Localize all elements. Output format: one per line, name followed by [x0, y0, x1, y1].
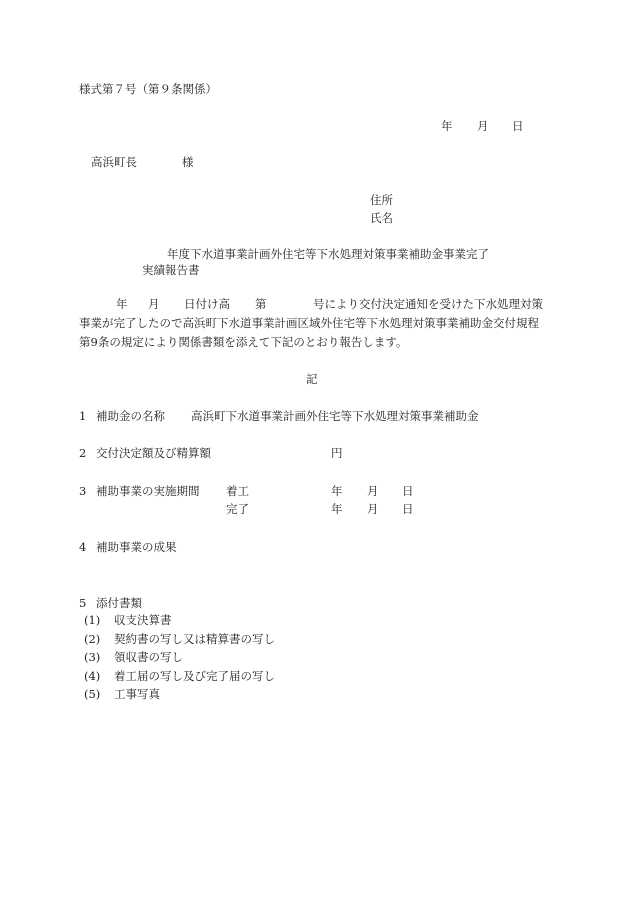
item3-end-day: 日	[402, 502, 414, 516]
doc-num: (5)	[84, 687, 101, 701]
doc-text: 工事写真	[114, 687, 160, 701]
item4-num: 4	[79, 540, 87, 554]
item4-label: 補助事業の成果	[96, 540, 177, 554]
item3-end-label: 完了	[226, 502, 249, 516]
item1-value: 高浜町下水道事業計画外住宅等下水処理対策事業補助金	[191, 409, 479, 423]
body-line1-rest: 号により交付決定通知を受けた下水処理対策	[313, 297, 543, 311]
body-no: 第	[255, 297, 267, 311]
report-title-line2: 実績報告書	[142, 263, 200, 277]
doc-text: 契約書の写し又は精算書の写し	[114, 632, 275, 646]
item2-label: 交付決定額及び精算額	[96, 446, 211, 460]
item3-end-year: 年	[331, 502, 343, 516]
item3-start-label: 着工	[226, 484, 249, 498]
date-day: 日	[512, 119, 524, 133]
addressee-name: 高浜町長	[91, 155, 137, 169]
body-line3: 第9条の規定により関係書類を添えて下記のとおり報告します。	[79, 335, 408, 349]
doc-num: (3)	[84, 650, 101, 664]
addressee-honorific: 様	[182, 155, 194, 169]
doc-num: (1)	[84, 613, 101, 627]
item5-num: 5	[79, 596, 87, 610]
item1-label: 補助金の名称	[96, 409, 165, 423]
item3-num: 3	[79, 484, 87, 498]
item2-unit: 円	[331, 446, 343, 460]
date-year: 年	[441, 119, 453, 133]
item3-start-month: 月	[367, 484, 379, 498]
doc-text: 着工届の写し及び完了届の写し	[114, 669, 275, 683]
body-day-ref: 日付け高	[184, 297, 230, 311]
item2-num: 2	[79, 446, 87, 460]
doc-text: 収支決算書	[114, 613, 172, 627]
form-id: 様式第７号（第９条関係）	[79, 82, 217, 96]
report-title-line1: 年度下水道事業計画外住宅等下水処理対策事業補助金事業完了	[167, 247, 489, 261]
body-line2: 事業が完了したので高浜町下水道事業計画区域外住宅等下水処理対策事業補助金交付規程	[79, 316, 539, 330]
ki-heading: 記	[306, 372, 318, 386]
item3-end-month: 月	[367, 502, 379, 516]
item3-start-year: 年	[331, 484, 343, 498]
body-month: 月	[148, 297, 160, 311]
doc-text: 領収書の写し	[114, 650, 183, 664]
item1-num: 1	[79, 409, 87, 423]
body-year: 年	[116, 297, 128, 311]
item3-label: 補助事業の実施期間	[96, 484, 200, 498]
date-month: 月	[477, 119, 489, 133]
address-label: 住所	[370, 193, 393, 207]
doc-num: (4)	[84, 669, 101, 683]
name-label: 氏名	[370, 211, 393, 225]
item5-label: 添付書類	[96, 596, 142, 610]
doc-num: (2)	[84, 632, 101, 646]
item3-start-day: 日	[402, 484, 414, 498]
